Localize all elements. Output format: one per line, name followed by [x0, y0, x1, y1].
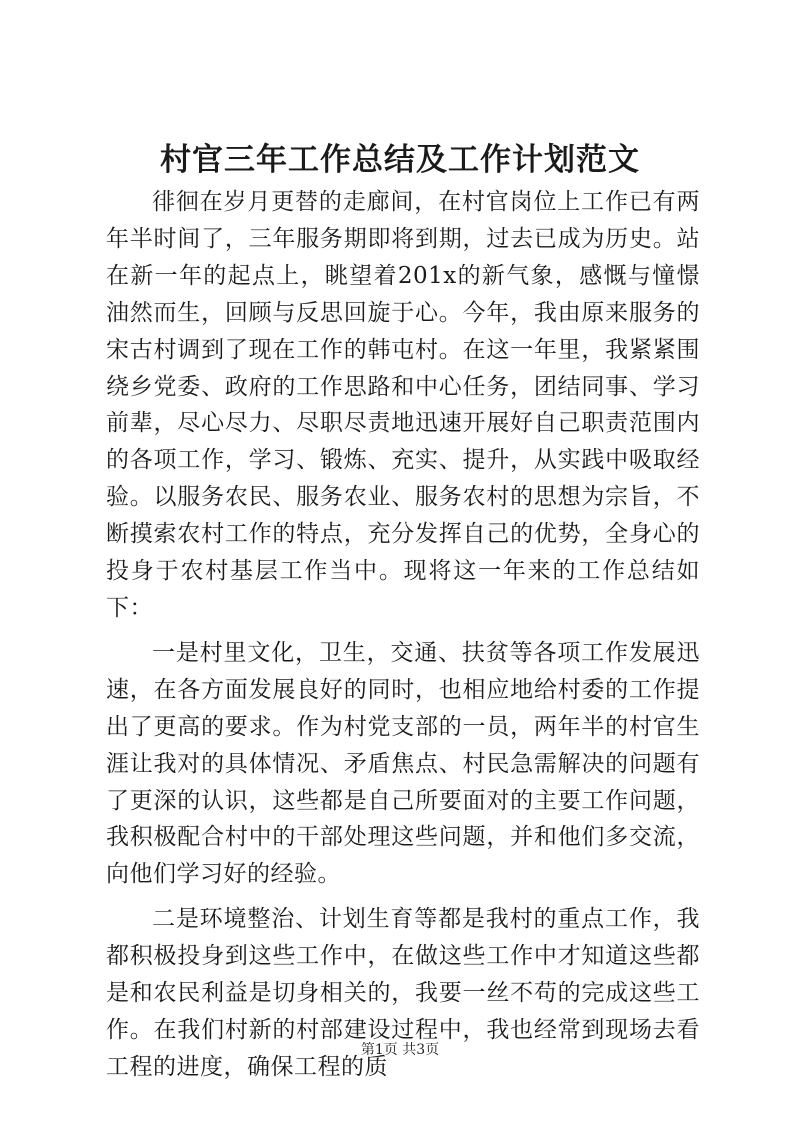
paragraph-intro: 徘徊在岁月更替的走廊间，在村官岗位上工作已有两年半时间了，三年服务期即将到期，过去已成为历史。站在新一年的起点上，眺望着201x的新气象，感慨与憧憬油然而生，回顾与反思回旋于心。今年，我由原来服务的宋古村调到了现在工作的韩屯村。在这一年里，我紧紧围绕乡党委、政府的工作思路和中心任务，团结同事、学习前辈，尽心尽力、尽职尽责地迅速开展好自己职责范围内的各项工作，学习、锻炼、充实、提升，从实践中吸取经验。以服务农民、服务农业、服务农村的思想为宗旨，不断摸索农村工作的特点，充分发挥自己的优势，全身心的投身于农村基层工作当中。现将这一年来的工作总结如下：	[106, 189, 700, 621]
paragraph-point-one: 一是村里文化，卫生，交通、扶贫等各项工作发展迅速，在各方面发展良好的同时，也相应地给村委的工作提出了更高的要求。作为村党支部的一员，两年半的村官生涯让我对的具体情况、矛盾焦点、村民急需解决的问题有了更深的认识，这些都是自己所要面对的主要工作问题，我积极配合村中的干部处理这些问题，并和他们多交流，向他们学习好的经验。	[106, 639, 700, 888]
document-body	[106, 184, 700, 1094]
document-title: 村官三年工作总结及工作计划范文	[160, 142, 640, 178]
paragraph-point-two: 二是环境整治、计划生育等都是我村的重点工作，我都积极投身到这些工作中，在做这些工作中才知道这些都是和农民利益是切身相关的，我要一丝不苟的完成这些工作。在我们村新的村部建设过程中，我也经常到现场去看工程的进度，确保工程的质	[106, 906, 700, 1080]
page-footer: 第1页 共3页	[360, 1042, 440, 1058]
